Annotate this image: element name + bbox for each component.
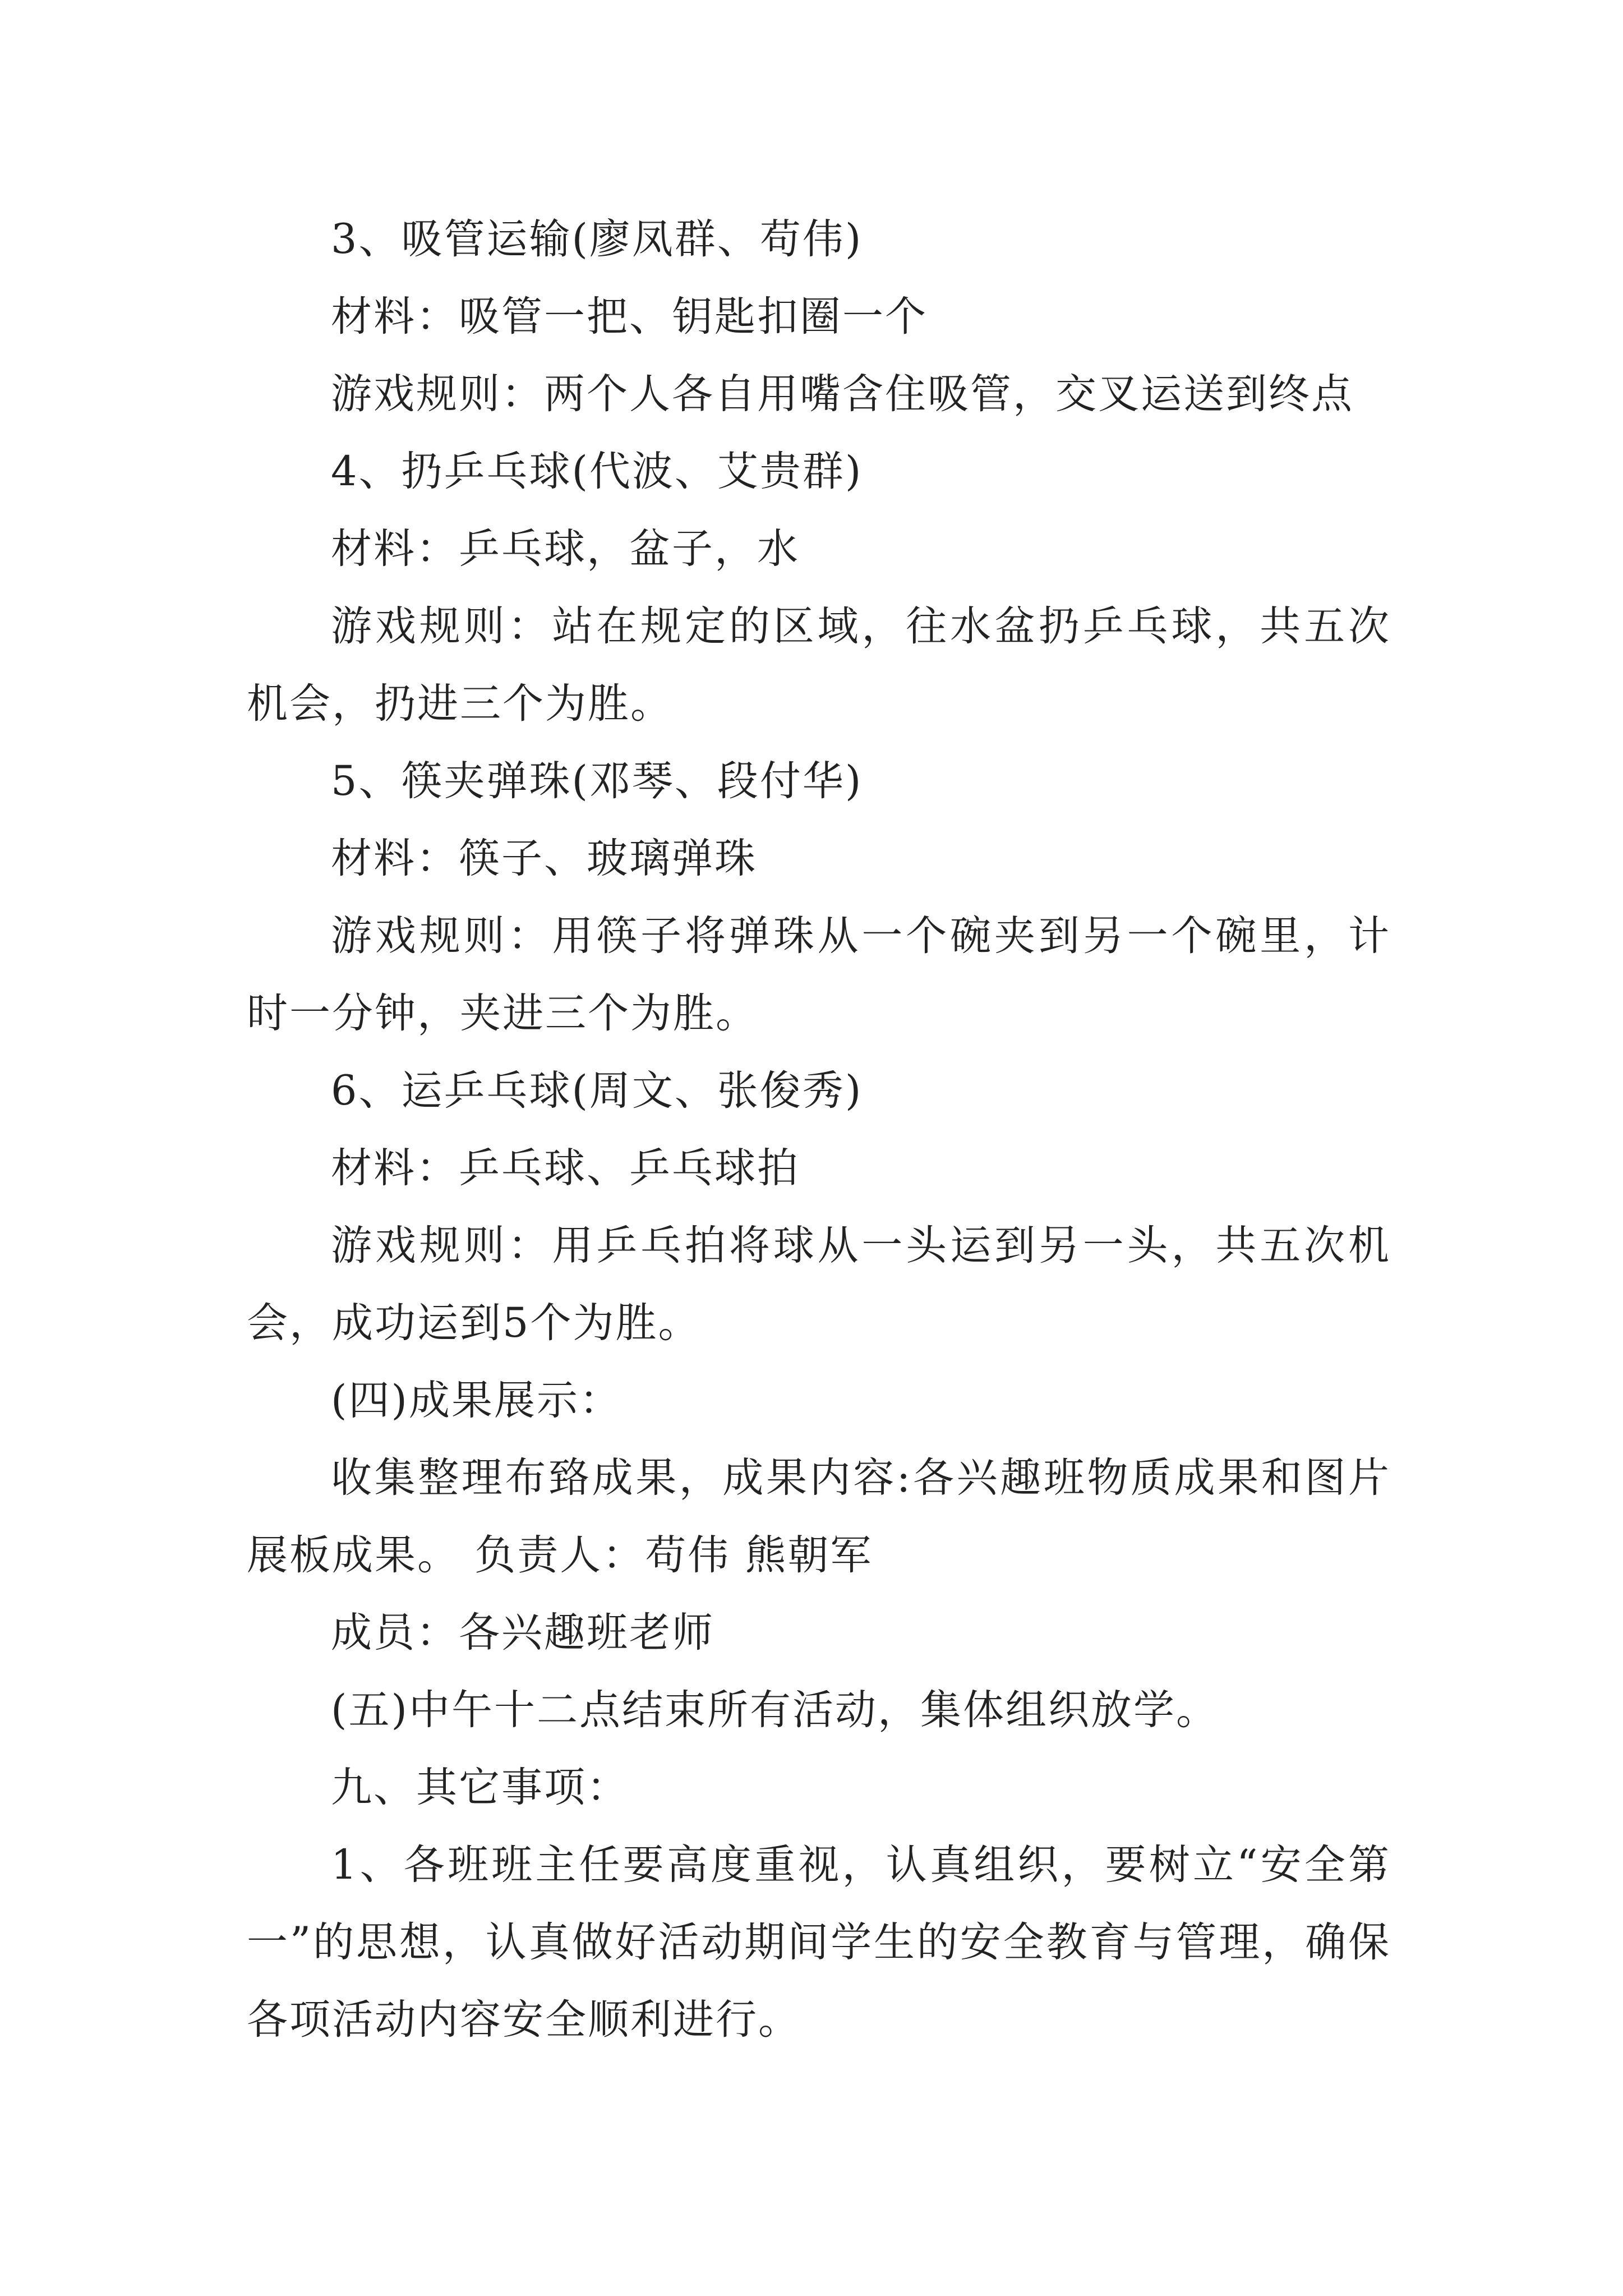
game-3-rules: 游戏规则：两个人各自用嘴含住吸管，交叉运送到终点 [331, 370, 1354, 418]
game-4-rules: 游戏规则：站在规定的区域，往水盆扔乒乓球，共五次机会，扔进三个为胜。 [247, 602, 1391, 728]
section-other-heading: 九、其它事项： [331, 1764, 629, 1811]
document-body [247, 201, 1391, 2059]
game-5-rules: 游戏规则：用筷子将弹珠从一个碗夹到另一个碗里，计时一分钟，夹进三个为胜。 [247, 912, 1391, 1037]
game-6-title: 6、运乒乓球(周文、张俊秀) [331, 1067, 863, 1115]
game-4-materials: 材料：乒乓球，盆子，水 [331, 525, 800, 573]
section-results-heading: (四)成果展示： [331, 1377, 622, 1424]
results-description: 收集整理布臵成果，成果内容:各兴趣班物质成果和图片展板成果。 负责人：苟伟 熊朝军 [247, 1454, 1391, 1579]
results-members: 成员：各兴趣班老师 [331, 1609, 714, 1657]
game-6-rules: 游戏规则：用乒乓拍将球从一头运到另一头，共五次机会，成功运到5个为胜。 [247, 1222, 1391, 1347]
game-5-materials: 材料：筷子、玻璃弹珠 [331, 835, 757, 882]
other-item-1: 1、各班班主任要高度重视，认真组织，要树立“安全第一”的思想，认真做好活动期间学生的安全教育与管理，确保各项活动内容安全顺利进行。 [247, 1841, 1391, 2044]
game-4-title: 4、扔乒乓球(代波、艾贵群) [331, 448, 863, 495]
game-3-title: 3、吸管运输(廖凤群、苟伟) [331, 215, 863, 263]
section-dismissal: (五)中午十二点结束所有活动，集体组织放学。 [331, 1686, 1219, 1734]
game-6-materials: 材料：乒乓球、乒乓球拍 [331, 1144, 800, 1192]
game-3-materials: 材料：吸管一把、钥匙扣圈一个 [331, 293, 928, 341]
game-5-title: 5、筷夹弹珠(邓琴、段付华) [331, 757, 863, 805]
